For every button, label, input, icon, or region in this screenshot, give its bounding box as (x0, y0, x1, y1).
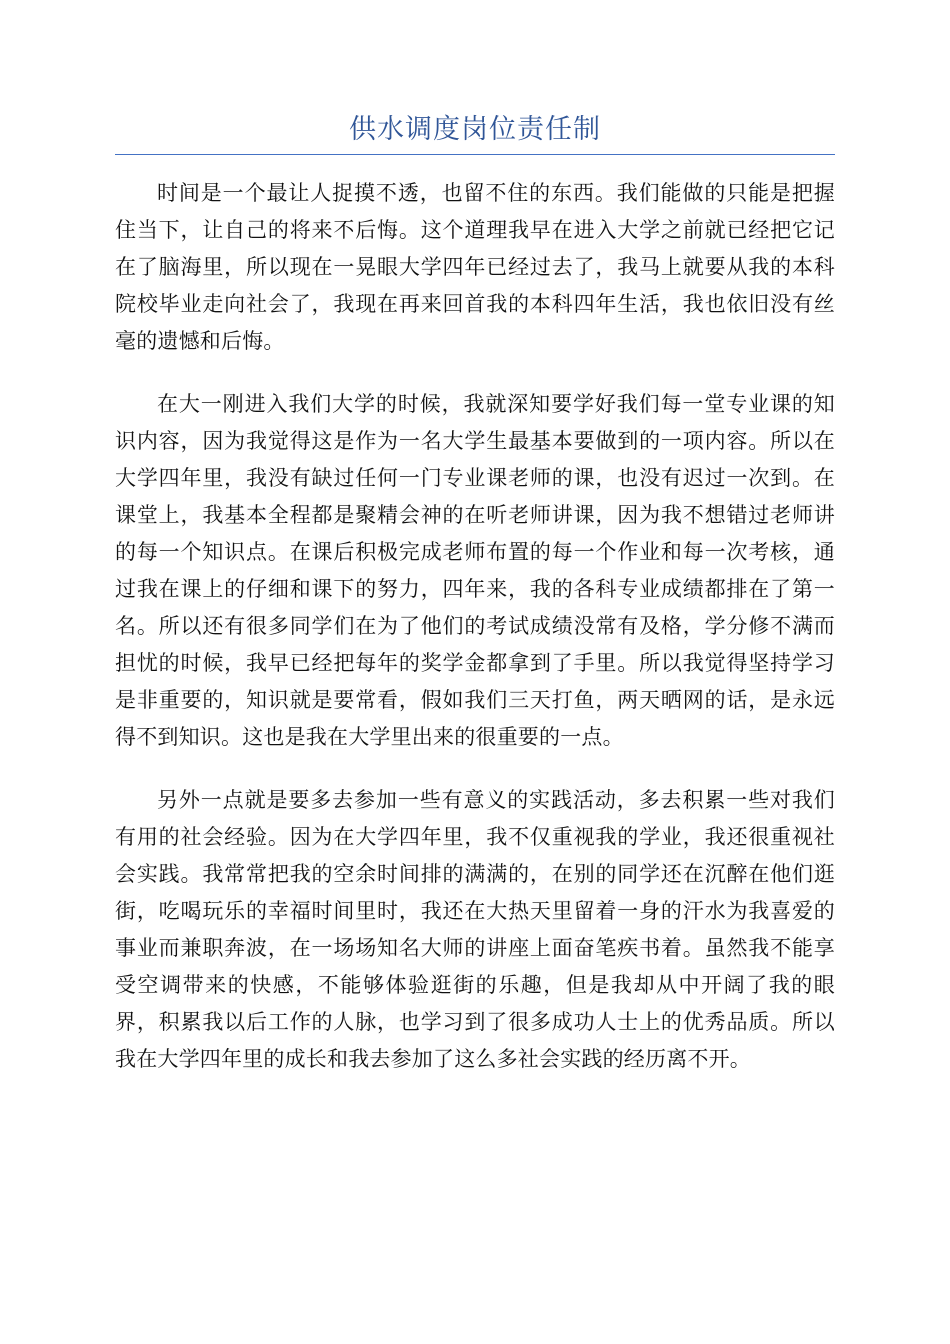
paragraph-2: 在大一刚进入我们大学的时候，我就深知要学好我们每一堂专业课的知识内容，因为我觉得这是作为一名大学生最基本要做到的一项内容。所以在大学四年里，我没有缺过任何一门专业课老师的课，也没有迟过一次到。在课堂上，我基本全程都是聚精会神的在听老师讲课，因为我不想错过老师讲的每一个知识点。在课后积极完成老师布置的每一个作业和每一次考核，通过我在课上的仔细和课下的努力，四年来，我的各科专业成绩都排在了第一名。所以还有很多同学们在为了他们的考试成绩没常有及格，学分修不满而担忧的时候，我早已经把每年的奖学金都拿到了手里。所以我觉得坚持学习是非重要的，知识就是要常看，假如我们三天打鱼，两天晒网的话，是永远得不到知识。这也是我在大学里出来的很重要的一点。 (115, 392, 835, 749)
document-body (115, 175, 835, 1104)
paragraph-3: 另外一点就是要多去参加一些有意义的实践活动，多去积累一些对我们有用的社会经验。因为在大学四年里，我不仅重视我的学业，我还很重视社会实践。我常常把我的空余时间排的满满的，在别的同学还在沉醉在他们逛街，吃喝玩乐的幸福时间里时，我还在大热天里留着一身的汗水为我喜爱的事业而兼职奔波，在一场场知名大师的讲座上面奋笔疾书着。虽然我不能享受空调带来的快感，不能够体验逛街的乐趣，但是我却从中开阔了我的眼界，积累我以后工作的人脉，也学习到了很多成功人士上的优秀品质。所以我在大学四年里的成长和我去参加了这么多社会实践的经历离不开。 (115, 788, 835, 1071)
paragraph-1: 时间是一个最让人捉摸不透，也留不住的东西。我们能做的只能是把握住当下，让自己的将来不后悔。这个道理我早在进入大学之前就已经把它记在了脑海里，所以现在一晃眼大学四年已经过去了，我马上就要从我的本科院校毕业走向社会了，我现在再来回首我的本科四年生活，我也依旧没有丝毫的遗憾和后悔。 (115, 181, 835, 353)
document-title: 供水调度岗位责任制 (349, 114, 601, 145)
title-underline (115, 154, 835, 155)
